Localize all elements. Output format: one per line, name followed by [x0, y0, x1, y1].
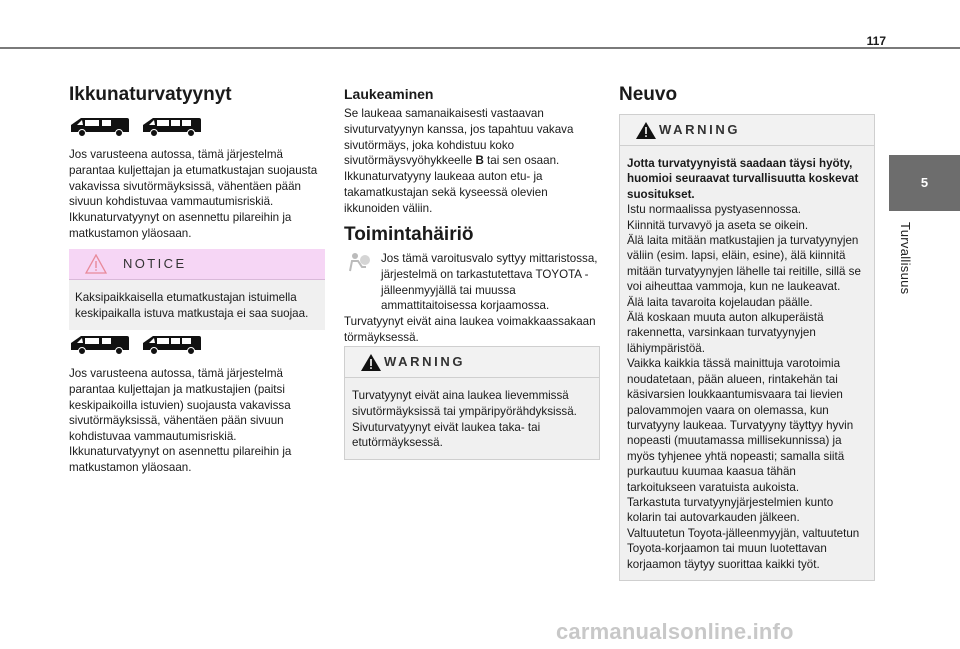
paragraph: Jos varusteena autossa, tämä järjestelmä parantaa kuljettajan ja etumatkustajan suojausta vakavissa sivutörmäyksissä, vähentäen pään sivuun kohdistuvaa vammautumisriskiä. [69, 148, 318, 209]
warning-line: Istu normaalissa pystyasennossa. [627, 203, 801, 217]
van-short-icon [69, 115, 131, 137]
section-title: Neuvo [619, 84, 678, 105]
paragraph: Ikkunaturvatyyny laukeaa auton etu- ja takamatkustajan sekä kyseessä olevien ikkunoiden väliin. [344, 170, 548, 215]
notice-box [69, 249, 325, 330]
paragraph: Jos tämä varoitusvalo syttyy mittaristossa, järjestelmä on tarkastutettava TOYOTA -jälleenmyyjällä tai muussa ammattitaitoisessa korjaamossa. [381, 252, 598, 313]
notice-text: Kaksipaikkaisella etumatkustajan istuimella keskipaikalla istuva matkustaja ei saa suojaa. [75, 291, 309, 320]
chapter-tab-label: Turvallisuus [898, 222, 913, 295]
paragraph-text: tai sen osaan. [483, 154, 560, 168]
paragraph-text: Se laukeaa samanaikaisesti vastaavan sivuturvatyynyn kanssa, jos tapahtuu vakava sivutörmäys, joka kohdistuu koko sivutörmäysvyöhykkeelle [344, 107, 574, 168]
paragraph: Ikkunaturvatyynyt on asennettu pilareihin ja matkustamon yläosaan. [69, 445, 292, 474]
warning-triangle-icon [360, 353, 382, 372]
warning-line: Älä laita mitään matkustajien ja turvatyynyjen väliin (esim. lapsi, eläin, esine), älä kiinnitä mitään turvatyynyjen lähelle tai reitille, sillä se voi aiheuttaa vammoja, kun ne laukeavat. [627, 234, 861, 294]
warning-line: Vaikka kaikkia tässä mainittuja varotoimia noudatetaan, pään alueen, rintakehän tai käsivarsien loukkaantumisvaara tai lievien palovammojen vaara on olemassa, kun turvatyyny laukeaa. Turvatyyny täyttyy hyvin nopeasti (muutamassa millisekunnissa) ja myös tyhjenee yhtä nopeasti; samalla siitä purkautuu kuumaa kaasua tähän tarkoitukseen varatuista aukoista. [627, 357, 854, 494]
zone-label: B [475, 154, 484, 168]
van-short-icon [69, 333, 131, 355]
caution-triangle-icon [85, 254, 107, 274]
paragraph: Turvatyynyt eivät aina laukea voimakkaassakaan törmäyksessä. [344, 315, 596, 344]
warning-line: Kiinnitä turvavyö ja aseta se oikein. [627, 218, 809, 232]
warning-body [620, 146, 874, 580]
warning-line: Älä koskaan muuta auton alkuperäistä rakennetta, varsinkaan turvatyynyjen lähiympäristöä. [627, 311, 824, 355]
warning-triangle-icon [635, 121, 657, 140]
warning-text: Turvatyynyt eivät aina laukea lievemmissä sivutörmäyksissä tai ympäripyörähdyksissä. Sivuturvatyynyt eivät laukea taka- tai etutörmäyksessä. [352, 389, 577, 450]
subsection-title: Laukeaminen [344, 86, 434, 102]
watermark: carmanualsonline.info [556, 619, 794, 644]
section-title: Ikkunaturvatyynyt [69, 84, 232, 105]
paragraph [344, 106, 600, 169]
chapter-tab-number[interactable]: 5 [889, 155, 960, 211]
header-rule [0, 47, 960, 49]
page-number: 117 [866, 34, 886, 48]
airbag-warning-light-icon [346, 251, 372, 273]
warning-title: WARNING [659, 122, 741, 137]
warning-header [620, 115, 874, 146]
warning-line: Valtuutetun Toyota-jälleenmyyjän, valtuutetun Toyota-korjaamon tai muun luotettavan korjaamon täytyy suorittaa kaikki työt. [627, 526, 860, 571]
warning-box [344, 346, 600, 460]
warning-title: WARNING [384, 354, 466, 369]
van-long-icon [141, 333, 203, 355]
paragraph: Jos varusteena autossa, tämä järjestelmä parantaa kuljettajan ja matkustajien (paitsi keskipaikoilla istuvien) suojausta vakavissa sivutörmäyksissä, vähentäen pään sivuun kohdistuvaa vammautumisriskiä. [69, 367, 291, 444]
warning-box [619, 114, 875, 581]
paragraph: Ikkunaturvatyynyt on asennettu pilareihin ja matkustamon yläosaan. [69, 211, 292, 240]
warning-lead: Jotta turvatyynyistä saadaan täysi hyöty, huomioi seuraavat turvallisuutta koskevat suositukset. [627, 157, 859, 201]
notice-header [69, 249, 325, 280]
warning-header [345, 347, 599, 378]
section-title: Toimintahäiriö [344, 224, 474, 245]
warning-line: Tarkastuta turvatyynyjärjestelmien kunto kolarin tai autovarkauden jälkeen. [627, 495, 834, 525]
van-long-icon [141, 115, 203, 137]
warning-line: Älä laita tavaroita kojelaudan päälle. [627, 295, 813, 309]
notice-title: NOTICE [123, 256, 187, 271]
